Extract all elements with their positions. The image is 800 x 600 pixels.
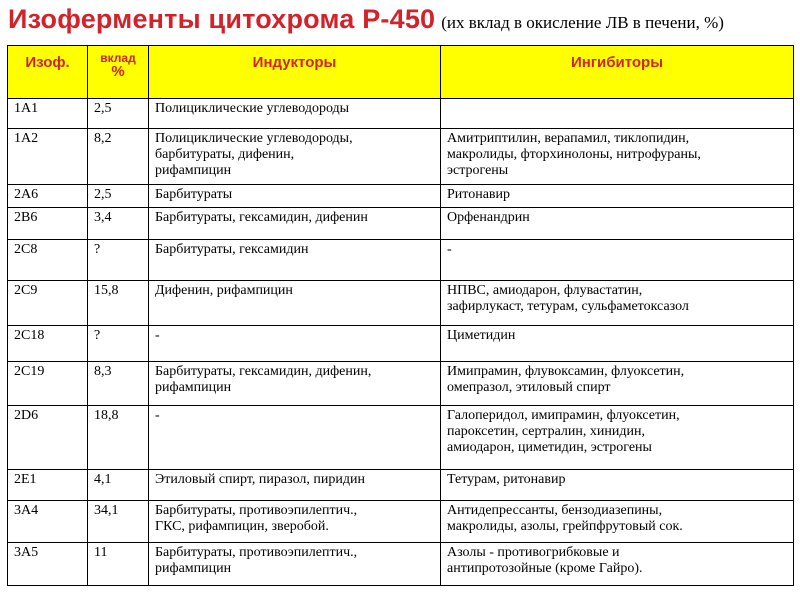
title-subtitle: (их вклад в окисление ЛВ в печени, %): [441, 13, 724, 32]
cell-share-text: 2,5: [94, 187, 112, 202]
cell-inhibitors-text: Галоперидол, имипрамин, флуоксетин, пароксетин, сертралин, хинидин, амиодарон, циметидин, эстрогены: [447, 408, 680, 455]
cell-share: [88, 185, 149, 208]
cell-share: [88, 543, 149, 586]
cell-isoform: [8, 470, 88, 501]
cell-inhibitors: [441, 185, 794, 208]
cell-share-text: 3,4: [94, 210, 112, 225]
cell-inductors: [149, 501, 441, 543]
cell-isoform-text: 2С8: [14, 242, 38, 257]
header-isoform: Изоф.: [8, 46, 88, 99]
cell-inhibitors: [441, 362, 794, 406]
header-share: [88, 46, 149, 99]
cell-inductors-text: Барбитураты, гексамидин, дифенин: [155, 210, 368, 225]
cell-share-text: 15,8: [94, 283, 119, 298]
cell-share-text: ?: [94, 242, 101, 257]
table-body: [8, 99, 794, 586]
cell-inhibitors-text: -: [447, 242, 452, 257]
cell-inhibitors: [441, 326, 794, 362]
table-row: [8, 185, 794, 208]
header-share-unit: %: [111, 63, 125, 80]
cell-inhibitors: [441, 99, 794, 129]
cell-inductors: [149, 362, 441, 406]
cell-inductors-text: Полициклические углеводороды: [155, 101, 350, 116]
cell-share: [88, 470, 149, 501]
cell-isoform-text: 2В6: [14, 210, 38, 225]
cell-inhibitors: [441, 240, 794, 281]
cell-share: [88, 362, 149, 406]
cell-isoform: [8, 208, 88, 240]
cell-inductors-text: Полициклические углеводороды, барбитураты, дифенин, рифампицин: [155, 131, 353, 178]
cell-inductors-text: -: [155, 328, 160, 343]
cell-inhibitors: [441, 406, 794, 470]
cell-inductors-text: Этиловый спирт, пиразол, пиридин: [155, 472, 365, 487]
cell-inhibitors-text: НПВС, амиодарон, флувастатин, зафирлукаст, тетурам, сульфаметоксазол: [447, 283, 689, 314]
header-inductors: Индукторы: [149, 46, 441, 99]
cell-share-text: 11: [94, 545, 108, 560]
cell-share: [88, 99, 149, 129]
cell-isoform: [8, 362, 88, 406]
cell-inhibitors-text: Имипрамин, флувоксамин, флуоксетин, омепразол, этиловый спирт: [447, 364, 685, 395]
cell-inhibitors-text: Антидепрессанты, бензодиазепины, макролиды, азолы, грейпфрутовый сок.: [447, 503, 683, 534]
header-inhibitors: Ингибиторы: [441, 46, 794, 99]
cell-isoform: [8, 185, 88, 208]
table-row: [8, 406, 794, 470]
cell-isoform: [8, 406, 88, 470]
table-row: [8, 501, 794, 543]
table-row: [8, 543, 794, 586]
cell-isoform: [8, 240, 88, 281]
cell-share-text: 2,5: [94, 101, 112, 116]
cell-share-text: 8,3: [94, 364, 112, 379]
cell-inhibitors: [441, 129, 794, 185]
cell-inductors-text: Барбитураты, противоэпилептич., ГКС, рифампицин, зверобой.: [155, 503, 358, 534]
cell-share: [88, 129, 149, 185]
table-row: [8, 470, 794, 501]
cell-inductors-text: Дифенин, рифампицин: [155, 283, 293, 298]
isoenzyme-table: [7, 45, 794, 586]
cell-isoform-text: 3А5: [14, 545, 39, 560]
cell-inductors: [149, 543, 441, 586]
cell-share: [88, 406, 149, 470]
table-row: [8, 129, 794, 185]
cell-inhibitors-text: Тетурам, ритонавир: [447, 472, 566, 487]
cell-isoform: [8, 129, 88, 185]
table-row: [8, 326, 794, 362]
table-row: [8, 281, 794, 326]
cell-share: [88, 240, 149, 281]
cell-inhibitors: [441, 501, 794, 543]
cell-inhibitors: [441, 281, 794, 326]
cell-inhibitors-text: Ритонавир: [447, 187, 511, 202]
cell-share-text: 4,1: [94, 472, 112, 487]
table-header-row: [8, 46, 794, 99]
cell-inhibitors: [441, 470, 794, 501]
cell-isoform-text: 2С9: [14, 283, 38, 298]
table-row: [8, 362, 794, 406]
cell-inductors: [149, 470, 441, 501]
cell-inductors: [149, 326, 441, 362]
cell-inductors-text: Барбитураты, гексамидин: [155, 242, 309, 257]
cell-share-text: ?: [94, 328, 101, 343]
table-row: [8, 240, 794, 281]
cell-share: [88, 326, 149, 362]
cell-isoform: [8, 281, 88, 326]
cell-isoform-text: 2D6: [14, 408, 39, 423]
cell-inductors-text: Барбитураты: [155, 187, 233, 202]
cell-inductors: [149, 208, 441, 240]
title-main: Изоферменты цитохрома Р-450: [8, 4, 436, 34]
cell-isoform-text: 1А2: [14, 131, 39, 146]
cell-isoform-text: 2Е1: [14, 472, 37, 487]
cell-share-text: 8,2: [94, 131, 112, 146]
cell-inductors: [149, 129, 441, 185]
cell-inhibitors-text: Амитриптилин, верапамил, тиклопидин, макролиды, фторхинолоны, нитрофураны, эстрогены: [447, 131, 701, 178]
cell-share: [88, 208, 149, 240]
cell-isoform: [8, 326, 88, 362]
cell-inductors-text: Барбитураты, противоэпилептич., рифампицин: [155, 545, 358, 576]
cell-isoform-text: 2С18: [14, 328, 45, 343]
cell-inductors: [149, 406, 441, 470]
cell-inhibitors-text: Азолы - противогрибковые и антипротозойные (кроме Гайро).: [447, 545, 643, 576]
cell-share-text: 34,1: [94, 503, 119, 518]
page-title: [8, 4, 724, 35]
cell-inductors: [149, 185, 441, 208]
cell-inhibitors: [441, 543, 794, 586]
cell-isoform: [8, 501, 88, 543]
cell-isoform-text: 3А4: [14, 503, 39, 518]
cell-isoform: [8, 99, 88, 129]
cell-inductors-text: -: [155, 408, 160, 423]
cell-inhibitors-text: Орфенандрин: [447, 210, 530, 225]
cell-inductors: [149, 281, 441, 326]
header-share-word: вклад: [100, 51, 136, 65]
cell-isoform-text: 2С19: [14, 364, 45, 379]
cell-share: [88, 501, 149, 543]
cell-share: [88, 281, 149, 326]
table-row: [8, 208, 794, 240]
cell-inductors-text: Барбитураты, гексамидин, дифенин, рифампицин: [155, 364, 372, 395]
cell-isoform-text: 1А1: [14, 101, 39, 116]
cell-isoform-text: 2А6: [14, 187, 39, 202]
cell-inductors: [149, 99, 441, 129]
cell-inductors: [149, 240, 441, 281]
cell-share-text: 18,8: [94, 408, 119, 423]
cell-isoform: [8, 543, 88, 586]
cell-inhibitors-text: Циметидин: [447, 328, 516, 343]
table-row: [8, 99, 794, 129]
cell-inhibitors: [441, 208, 794, 240]
